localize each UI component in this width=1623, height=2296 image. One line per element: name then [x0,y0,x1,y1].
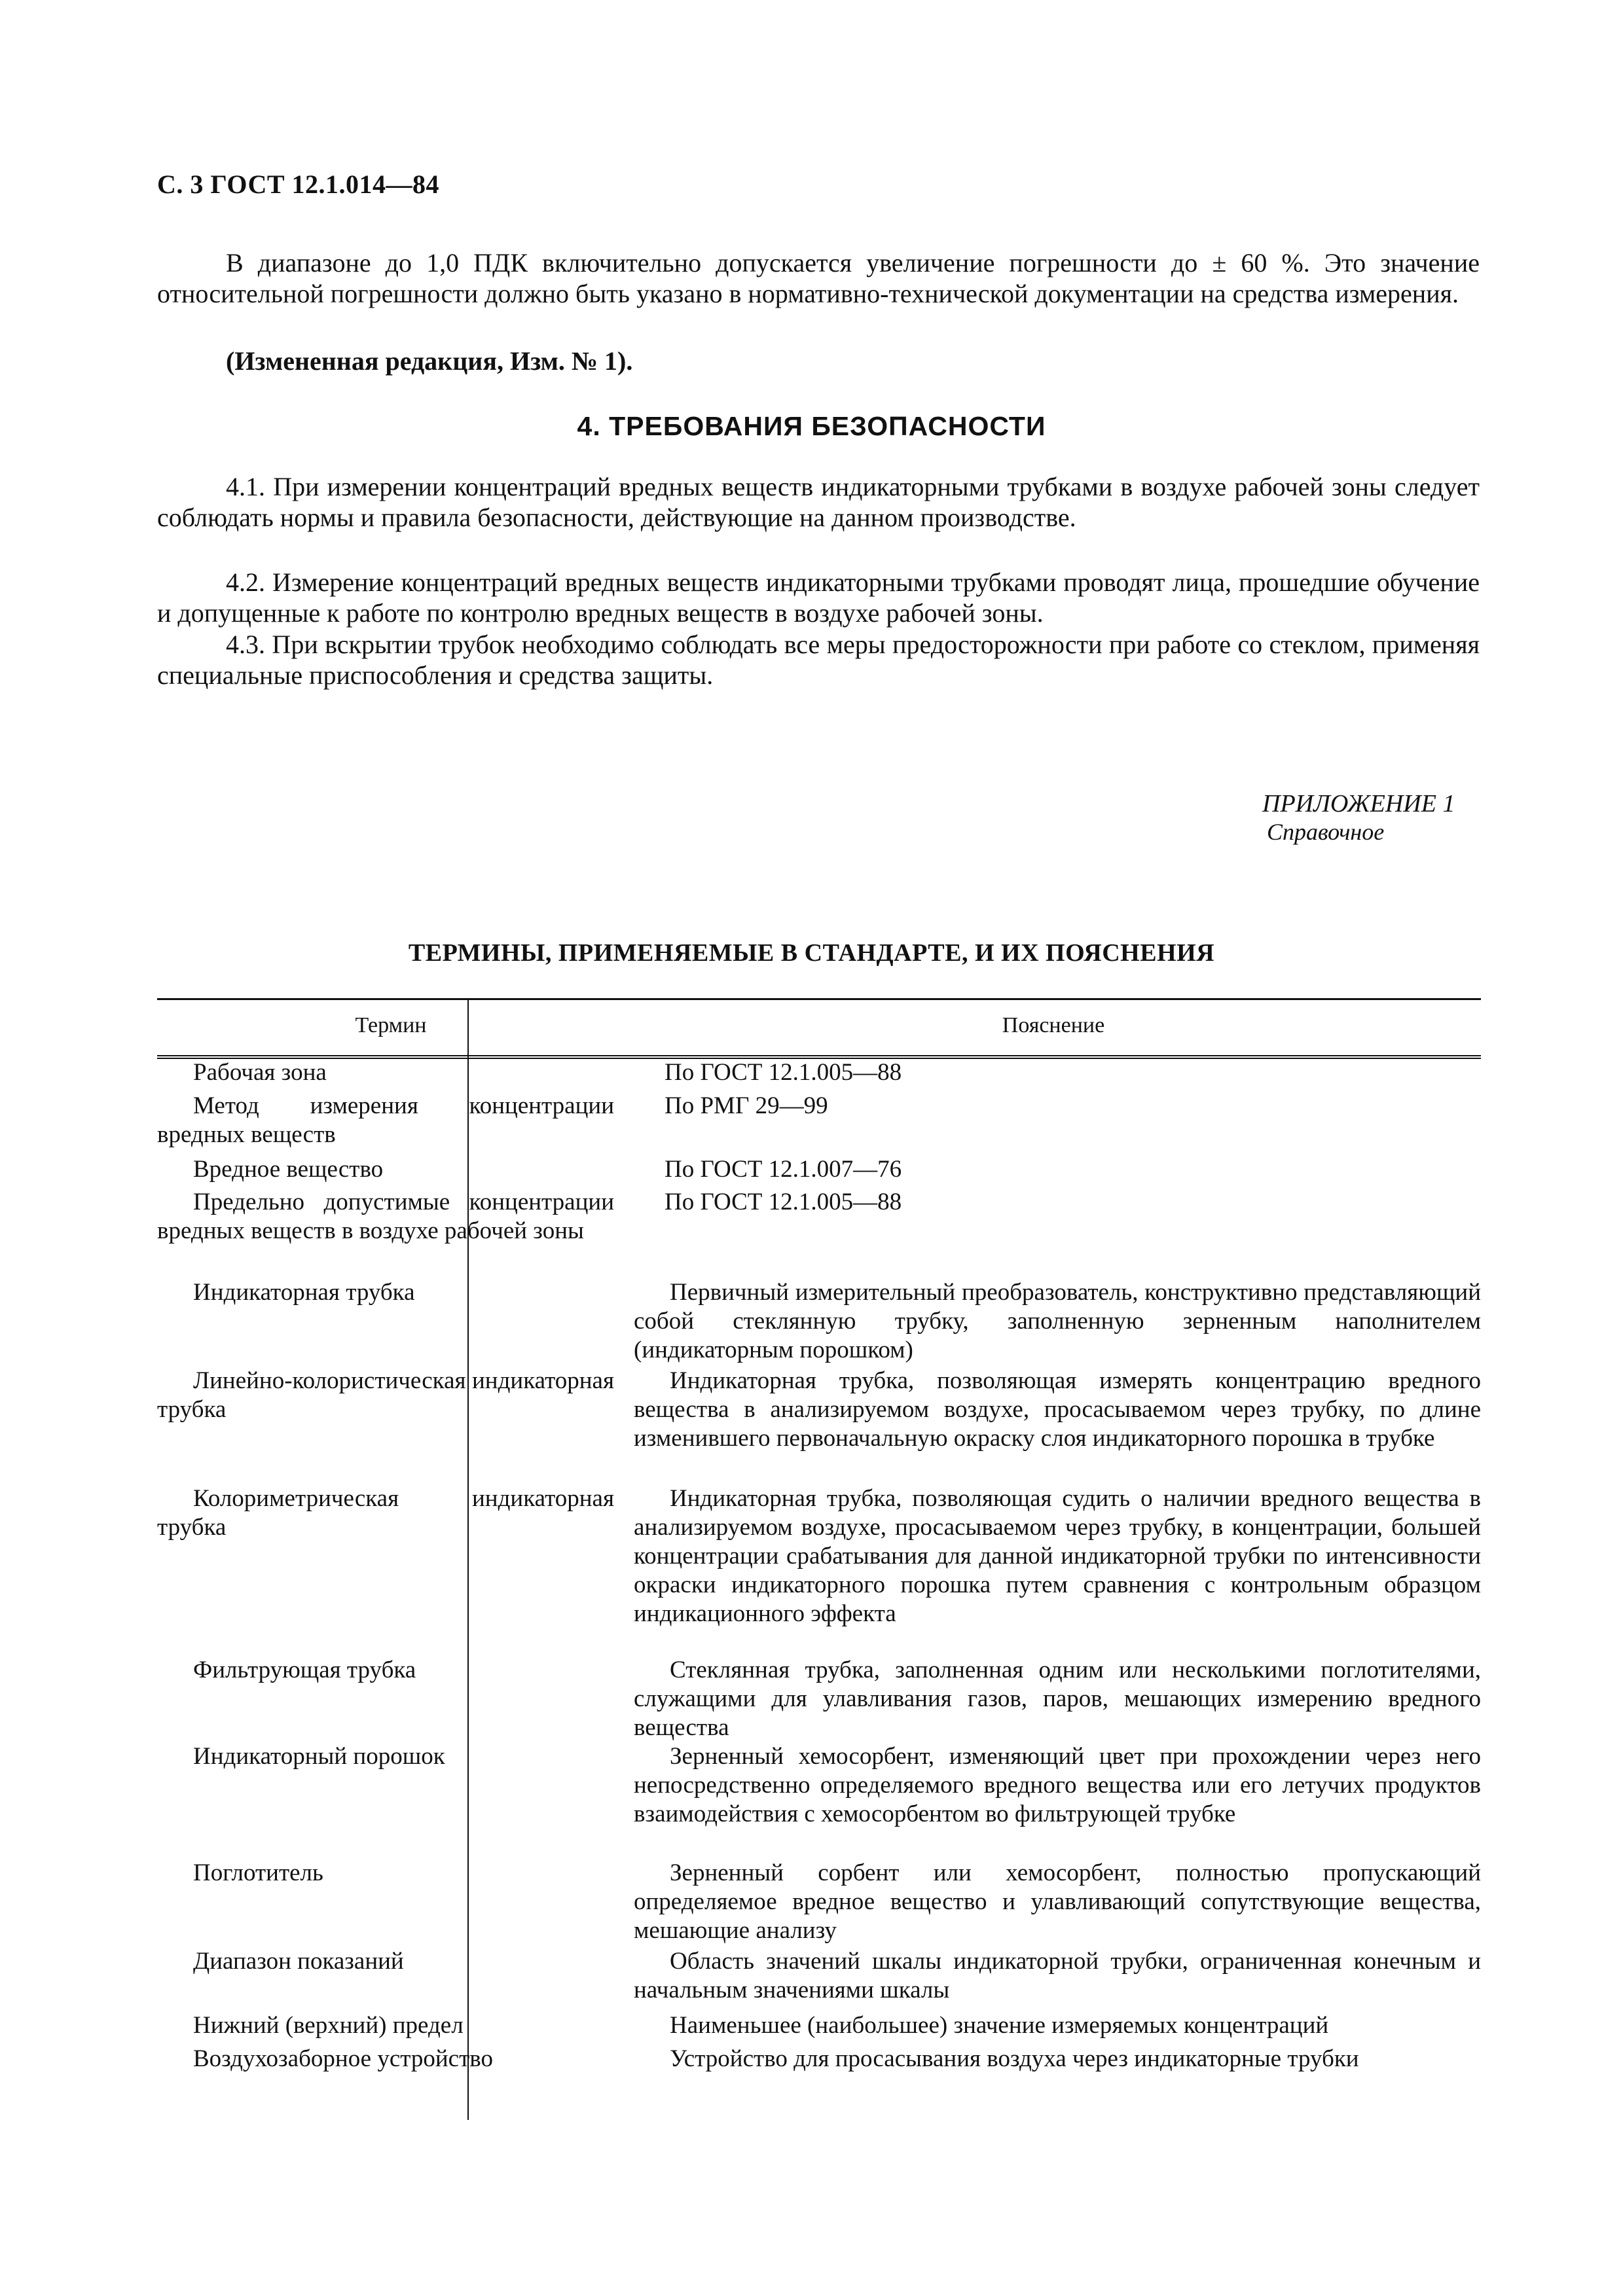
appendix-label: ПРИЛОЖЕНИЕ 1 [1262,790,1455,817]
term-cell: Диапазон показаний [193,1948,404,1975]
term-cell: Вредное вещество [193,1156,384,1183]
explanation-cell: Наименьшее (наибольшее) значение измеряемых концентраций [670,2012,1329,2039]
paragraph-4-1: 4.1. При измерении концентраций вредных веществ индикаторными трубками в воздухе рабочей зоны следует соблюдать нормы и правила безопасности, действующие на данном производстве. [157,472,1480,532]
term-cell: Поглотитель [193,1859,323,1886]
page-header: С. 3 ГОСТ 12.1.014—84 [157,170,440,199]
appendix-type: Справочное [1267,819,1385,845]
intro-paragraph: В диапазоне до 1,0 ПДК включительно допускается увеличение погрешности до ± 60 %. Это значение относительной погрешности должно быть указано в нормативно-технической документации на средства измерения. [157,248,1480,308]
term-cell: Колориметрическая индикаторная трубка [157,1485,614,1541]
term-cell: Линейно-колористическая индикаторная трубка [157,1367,614,1423]
term-cell: Воздухозаборное устройство [193,2045,493,2072]
explanation-cell: Зерненный хемосорбент, изменяющий цвет при прохождении через него непосредственно определяемого вредного вещества или его летучих продуктов взаимодействия с хемосорбентом во фильтрующей трубке [634,1743,1481,1827]
term-cell: Рабочая зона [193,1059,327,1086]
section-title: 4. ТРЕБОВАНИЯ БЕЗОПАСНОСТИ [577,411,1046,441]
column-header-term: Термин [355,1013,427,1037]
term-cell: Фильтрующая трубка [193,1657,416,1683]
explanation-cell: Зерненный сорбент или хемосорбент, полностью пропускающий определяемое вредное вещество и улавливающий сопутствующие вещества, мешающие анализу [634,1859,1481,1944]
term-cell: Нижний (верхний) предел [193,2012,464,2039]
explanation-cell: По РМГ 29—99 [665,1092,828,1119]
explanation-cell: Индикаторная трубка, позволяющая судить о наличии вредного вещества в анализируемом воздухе, просасываемом через трубку, в концентрации, большей концентрации срабатывания для данной индикаторной трубки по интенсивности окраски индикаторного порошка путем сравнения с контрольным образцом индикационного эффекта [634,1485,1481,1627]
term-cell: Метод измерения концентрации вредных веществ [157,1092,614,1148]
paragraph-4-2: 4.2. Измерение концентраций вредных веществ индикаторными трубками проводят лица, прошедшие обучение и допущенные к работе по контролю вредных веществ в воздухе рабочей зоны. [157,567,1480,628]
term-cell: Индикаторная трубка [193,1279,415,1306]
explanation-cell: Первичный измерительный преобразователь, конструктивно представляющий собой стеклянную трубку, заполненную зерненным наполнителем (индикаторным порошком) [634,1279,1481,1363]
terms-table-title: ТЕРМИНЫ, ПРИМЕНЯЕМЫЕ В СТАНДАРТЕ, И ИХ ПОЯСНЕНИЯ [408,939,1215,967]
table-header-row [157,998,1481,1059]
explanation-cell: По ГОСТ 12.1.007—76 [665,1156,902,1183]
explanation-cell: По ГОСТ 12.1.005—88 [665,1059,902,1086]
explanation-cell: Индикаторная трубка, позволяющая измерять концентрацию вредного вещества в анализируемом воздухе, просасываемом через трубку, по длине изменившего первоначальную окраску слоя индикаторного порошка в трубке [634,1367,1481,1452]
explanation-cell: По ГОСТ 12.1.005—88 [665,1189,902,1215]
term-cell: Индикаторный порошок [193,1743,445,1770]
terms-table [157,998,1481,1059]
term-cell: Предельно допустимые концентрации вредных веществ в воздухе рабочей зоны [157,1189,614,1244]
explanation-cell: Стеклянная трубка, заполненная одним или несколькими поглотителями, служащими для улавливания газов, паров, мешающих измерению вредного вещества [634,1657,1481,1741]
column-header-explanation: Пояснение [1002,1013,1105,1037]
amendment-note: (Измененная редакция, Изм. № 1). [226,346,633,376]
explanation-cell: Устройство для просасывания воздуха через индикаторные трубки [670,2045,1359,2072]
paragraph-4-3: 4.3. При вскрытии трубок необходимо соблюдать все меры предосторожности при работе со стеклом, применяя специальные приспособления и средства защиты. [157,630,1480,690]
explanation-cell: Область значений шкалы индикаторной трубки, ограниченная конечным и начальным значениями шкалы [634,1948,1481,2003]
